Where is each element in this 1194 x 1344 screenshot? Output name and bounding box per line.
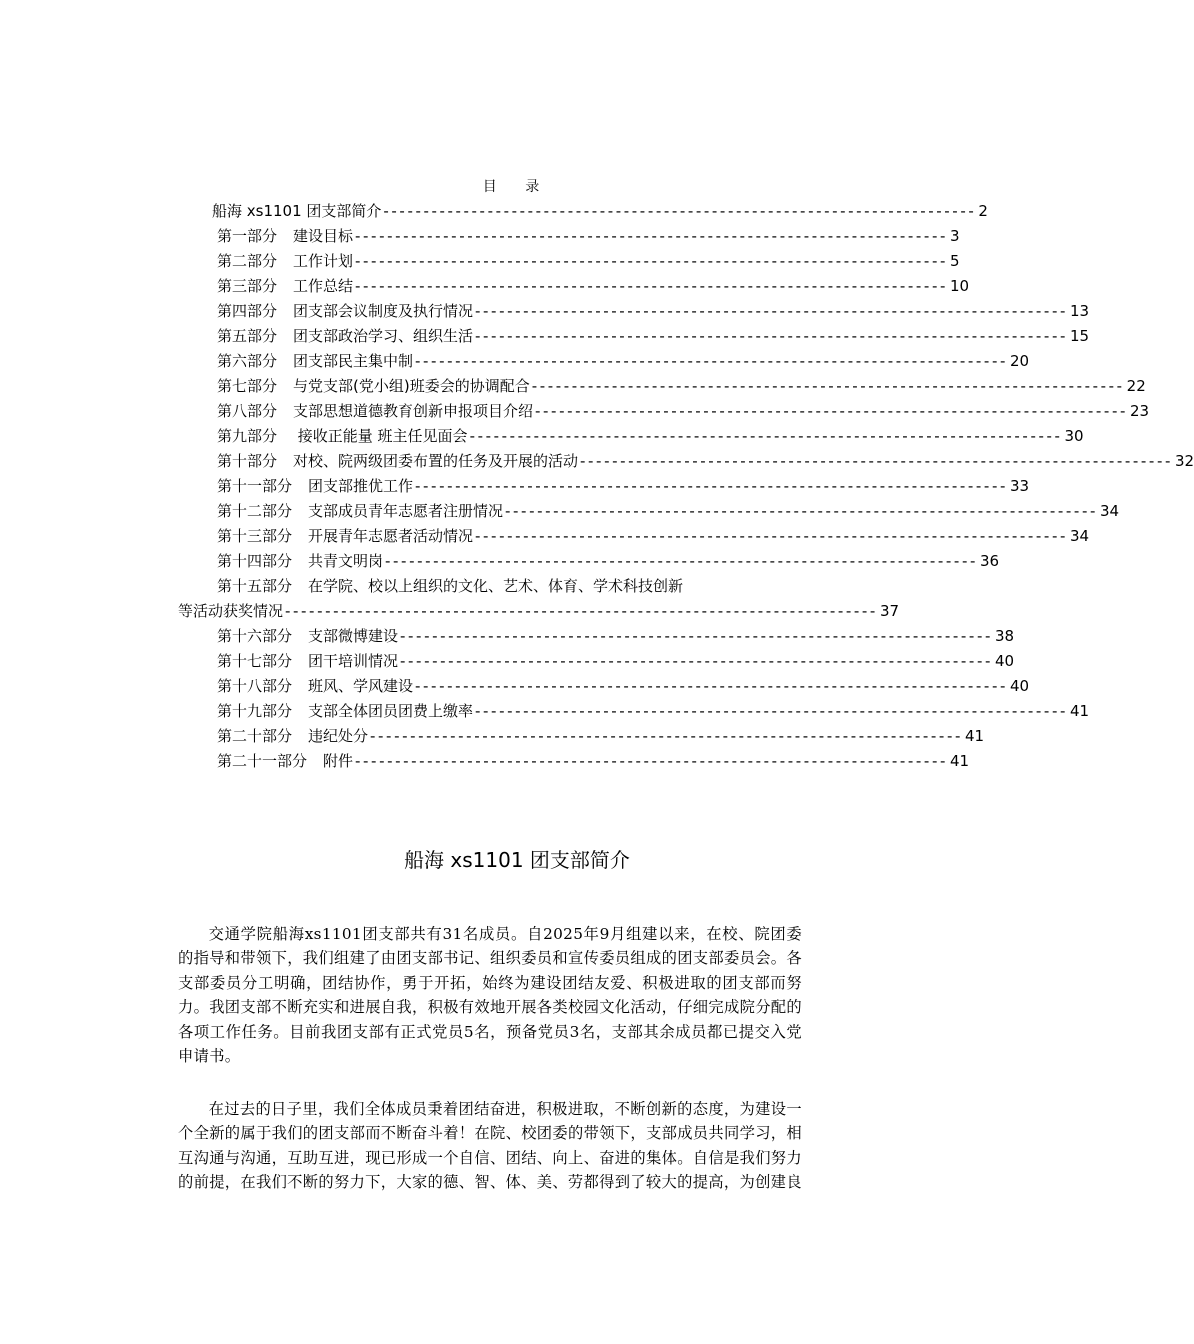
toc-entry: [217, 425, 1084, 447]
toc-entry-page: 30: [1064, 427, 1084, 445]
toc-entry: [217, 500, 1120, 522]
toc-entry-page: 33: [1009, 477, 1030, 495]
toc-entry: [217, 350, 1030, 372]
toc-leader: --------------------------------------------------------------------------: [400, 652, 993, 670]
toc-entry-title: 对校、院两级团委布置的任务及开展的活动: [293, 452, 579, 470]
toc-heading: 目 录: [482, 179, 552, 195]
intro-title: 船海 xs1101 团支部简介: [404, 848, 630, 872]
toc-entry-title: 工作总结: [293, 277, 354, 295]
toc-entry-title: 团支部民主集中制: [293, 352, 414, 370]
toc-entry: [217, 625, 1015, 647]
toc-entry-title: 团支部政治学习、组织生活: [293, 327, 474, 345]
toc-entry-part: 第十八部分: [217, 677, 293, 695]
toc-entry-page: 3: [949, 227, 960, 245]
toc-entry-title: 团支部会议制度及执行情况: [293, 302, 474, 320]
toc-entry: [217, 750, 970, 772]
toc-entry: [217, 275, 970, 297]
toc-entry-title: 团干培训情况: [308, 652, 399, 670]
toc-entry-part: 第二部分: [217, 252, 278, 270]
toc-entry: [217, 525, 1090, 547]
toc-entry-title: 附件: [323, 752, 354, 770]
toc-entry-title: 班风、学风建设: [308, 677, 414, 695]
toc-entry-wrapped: [217, 575, 808, 597]
toc-entry-page: 5: [949, 252, 960, 270]
toc-entry-title: 共青文明岗: [308, 552, 384, 570]
toc-entry-title: 支部思想道德教育创新申报项目介绍: [293, 402, 534, 420]
toc-leader: --------------------------------------------------------------------------: [415, 677, 1008, 695]
toc-leader: --------------------------------------------------------------------------: [475, 327, 1068, 345]
toc-leader: --------------------------------------------------------------------------: [415, 477, 1008, 495]
toc-entry-page: 37: [879, 602, 900, 620]
toc-entry-part: 第十五部分: [217, 577, 293, 595]
toc-entry-continuation: [178, 600, 900, 622]
toc-entry-page: 22: [1126, 377, 1146, 395]
toc-entry-page: 41: [949, 752, 970, 770]
toc-entry-part: 第九部分: [217, 427, 278, 445]
intro-paragraph-2: 在过去的日子里，我们全体成员秉着团结奋进，积极进取，不断创新的态度，为建设一个全新的属于我们的团支部而不断奋斗着！在院、校团委的带领下，支部成员共同学习，相互沟通与沟通，互助互进，现已形成一个自信、团结、向上、奋进的集体。自信是我们努力的前提，在我们不断的努力下，大家的德、智、体、美、劳都得到了较大的提高，为创建良: [178, 1100, 802, 1192]
toc-entry-title: 支部全体团员团费上缴率: [308, 702, 474, 720]
toc-leader: --------------------------------------------------------------------------: [383, 202, 977, 220]
toc-leader: --------------------------------------------------------------------------: [285, 602, 878, 620]
toc-entry-page: 36: [979, 552, 1000, 570]
toc-leader: --------------------------------------------------------------------------: [469, 427, 1063, 445]
toc-entry-part: 第二十部分: [217, 727, 293, 745]
toc-leader: --------------------------------------------------------------------------: [475, 527, 1068, 545]
toc-leader: --------------------------------------------------------------------------: [475, 302, 1068, 320]
toc-entry-title: 船海 xs1101 团支部简介: [212, 202, 382, 220]
toc-entry-part: 第十二部分: [217, 502, 293, 520]
toc-leader: --------------------------------------------------------------------------: [355, 752, 948, 770]
toc-entry-title: 与党支部(党小组)班委会的协调配合: [293, 377, 530, 395]
toc-entry-title: 接收正能量 班主任见面会: [293, 427, 468, 445]
toc-leader: --------------------------------------------------------------------------: [370, 727, 963, 745]
toc-entry-title: 违纪处分: [308, 727, 369, 745]
toc-entry-title: 开展青年志愿者活动情况: [308, 527, 474, 545]
toc-entry-part: 第七部分: [217, 377, 278, 395]
toc-entry: [217, 375, 1146, 397]
toc-entry-part: 第一部分: [217, 227, 278, 245]
toc-entry: [217, 225, 960, 247]
toc-entry-part: 第十一部分: [217, 477, 293, 495]
toc-entry-title: 工作计划: [293, 252, 354, 270]
toc-leader: --------------------------------------------------------------------------: [355, 227, 948, 245]
toc-entry-part: 第二十一部分: [217, 752, 308, 770]
toc-entry: [217, 550, 1000, 572]
toc-entry-part: 第五部分: [217, 327, 278, 345]
toc-leader: --------------------------------------------------------------------------: [505, 502, 1098, 520]
toc-entry: [217, 475, 1030, 497]
toc-entry-page: 40: [1009, 677, 1030, 695]
toc-entry-part: 第十部分: [217, 452, 278, 470]
toc-entry-page: 20: [1009, 352, 1030, 370]
toc-entry-page: 34: [1069, 527, 1090, 545]
toc-leader: --------------------------------------------------------------------------: [355, 252, 948, 270]
toc-leader: --------------------------------------------------------------------------: [400, 627, 993, 645]
toc-leader: --------------------------------------------------------------------------: [385, 552, 978, 570]
toc-entry-part: 第十六部分: [217, 627, 293, 645]
toc-entry-title: 团支部推优工作: [308, 477, 414, 495]
toc-leader: --------------------------------------------------------------------------: [475, 702, 1068, 720]
toc-entry-page: 41: [1069, 702, 1090, 720]
toc-entry-title: 建设目标: [293, 227, 354, 245]
toc-entry-part: 第十九部分: [217, 702, 293, 720]
toc-entry-part: 第十四部分: [217, 552, 293, 570]
toc-entry-title: 支部成员青年志愿者注册情况: [308, 502, 504, 520]
toc-entry-part: 第十三部分: [217, 527, 293, 545]
toc-entry-page: 2: [978, 202, 988, 220]
toc-entry: [217, 325, 1090, 347]
toc-entry-page: 15: [1069, 327, 1090, 345]
toc-entry-page: 40: [994, 652, 1015, 670]
toc-entry-page: 41: [964, 727, 985, 745]
toc-entry: [217, 400, 1150, 422]
toc-entry-page: 38: [994, 627, 1015, 645]
toc-entry: [217, 650, 1015, 672]
toc-entry-page: 10: [949, 277, 970, 295]
toc-entry-page: 32: [1174, 452, 1194, 470]
toc-entry: [212, 200, 988, 222]
toc-leader: --------------------------------------------------------------------------: [531, 377, 1125, 395]
toc-leader: --------------------------------------------------------------------------: [355, 277, 948, 295]
toc-entry: [217, 250, 960, 272]
toc-entry-title: 支部微博建设: [308, 627, 399, 645]
toc-entry-title: 在学院、校以上组织的文化、艺术、体育、学术科技创新: [308, 577, 684, 595]
toc-entry-part: 第六部分: [217, 352, 278, 370]
toc-leader: --------------------------------------------------------------------------: [580, 452, 1173, 470]
toc-entry: [217, 300, 1090, 322]
toc-entry-page: 34: [1099, 502, 1120, 520]
toc-entry-part: 第四部分: [217, 302, 278, 320]
toc-entry-page: 23: [1129, 402, 1150, 420]
toc-entry-part: 第十七部分: [217, 652, 293, 670]
toc-leader: --------------------------------------------------------------------------: [535, 402, 1128, 420]
toc-entry-part: 第八部分: [217, 402, 278, 420]
toc-entry: [217, 725, 985, 747]
toc-entry: [217, 450, 1194, 472]
toc-entry: [217, 700, 1090, 722]
toc-entry: [217, 675, 1030, 697]
toc-continuation-text: 等活动获奖情况: [178, 602, 284, 620]
toc-leader: --------------------------------------------------------------------------: [415, 352, 1008, 370]
toc-entry-page: 13: [1069, 302, 1090, 320]
intro-paragraph-1: 交通学院船海xs1101团支部共有31名成员。自2025年9月组建以来，在校、院团委的指导和带领下，我们组建了由团支部书记、组织委员和宣传委员组成的团支部委员会。各支部委员分工明确，团结协作，勇于开拓，始终为建设团结友爱、积极进取的团支部而努力。我团支部不断充实和进展自我，积极有效地开展各类校园文化活动，仔细完成院分配的各项工作任务。目前我团支部有正式党员5名，预备党员3名，支部其余成员都已提交入党申请书。: [178, 925, 802, 1066]
toc-entry-part: 第三部分: [217, 277, 278, 295]
